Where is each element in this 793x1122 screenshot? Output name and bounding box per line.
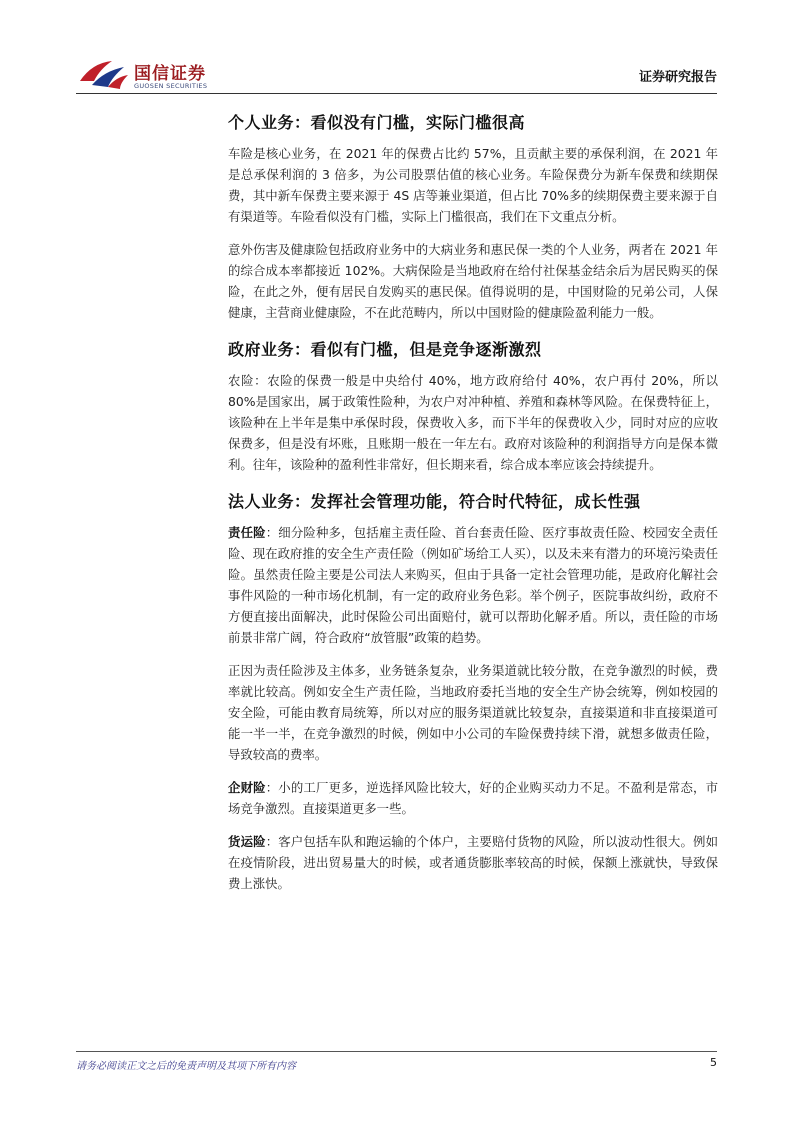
logo-english-name: GUOSEN SECURITIES bbox=[134, 82, 208, 90]
paragraph bbox=[228, 660, 718, 765]
report-type-label: 证券研究报告 bbox=[638, 70, 717, 85]
page-header bbox=[0, 0, 793, 100]
paragraph-text: 正因为责任险涉及主体多，业务链条复杂，业务渠道就比较分散，在竞争激烈的时候，费率就比较高。例如安全生产责任险，当地政府委托当地的安全生产协会统筹，例如校园的安全险，可能由教育局统筹，所以对应的服务渠道就比较复杂，直接渠道和非直接渠道可能一半一半，在竞争激烈的时候，例如中小公司的车险保费持续下滑，就想多做责任险，导致较高的费率。 bbox=[228, 663, 718, 762]
paragraph-text: 农险：农险的保费一般是中央给付 40%，地方政府给付 40%，农户再付 20%，所以 80%是国家出，属于政策性险种，为农户对冲种植、养殖和森林等风险。在保费特征上，该险种在上半年是集中承保时段，保费收入多，而下半年的保费收入少，同时对应的应收保费多，但是没有坏账，且账期一般在一年左右。政府对该险种的利润指导方向是保本微利。往年，该险种的盈利性非常好，但长期来看，综合成本率应该会持续提升。 bbox=[228, 373, 718, 472]
guosen-logo-icon bbox=[78, 57, 130, 91]
logo-chinese-name: 国信证券 bbox=[134, 64, 206, 84]
paragraph-lead: 企财险 bbox=[228, 780, 266, 795]
report-body bbox=[228, 112, 718, 906]
paragraph bbox=[228, 239, 718, 323]
paragraph-property-insurance bbox=[228, 777, 718, 819]
footer-disclaimer: 请务必阅读正文之后的免责声明及其项下所有内容 bbox=[76, 1061, 296, 1072]
section-corporate-business bbox=[228, 491, 718, 894]
paragraph-lead: 货运险 bbox=[228, 834, 266, 849]
section-personal-business bbox=[228, 112, 718, 323]
company-logo bbox=[78, 57, 218, 97]
paragraph-text: 车险是核心业务，在 2021 年的保费占比约 57%，且贡献主要的承保利润，在 2021 年是总承保利润的 3 倍多，为公司股票估值的核心业务。车险保费分为新车保费和续期保费，其中新车保费主要来源于 4S 店等兼业渠道，但占比 70%多的续期保费主要来源于自有渠道等。车险看似没有门槛，实际上门槛很高，我们在下文重点分析。 bbox=[228, 146, 718, 224]
paragraph-lead: 责任险 bbox=[228, 525, 266, 540]
section-heading: 个人业务：看似没有门槛，实际门槛很高 bbox=[228, 113, 526, 132]
paragraph bbox=[228, 370, 718, 475]
paragraph bbox=[228, 143, 718, 227]
paragraph-text: ：客户包括车队和跑运输的个体户，主要赔付货物的风险，所以波动性很大。例如在疫情阶段，进出贸易量大的时候，或者通货膨胀率较高的时候，保额上涨就快，导致保费上涨快。 bbox=[228, 834, 719, 891]
paragraph-cargo-insurance bbox=[228, 831, 718, 894]
section-heading: 政府业务：看似有门槛，但是竞争逐渐激烈 bbox=[228, 340, 542, 359]
footer-divider bbox=[76, 1051, 717, 1052]
section-government-business bbox=[228, 339, 718, 475]
paragraph-text: ：细分险种多，包括雇主责任险、首台套责任险、医疗事故责任险、校园安全责任险、现在政府推的安全生产责任险（例如矿场给工人买），以及未来有潜力的环境污染责任险。虽然责任险主要是公司法人来购买，但由于具备一定社会管理功能，是政府化解社会事件风险的一种市场化机制，有一定的政府业务色彩。举个例子，医院事故纠纷，政府不方便直接出面解决，此时保险公司出面赔付，就可以帮助化解矛盾。所以，责任险的市场前景非常广阔，符合政府“放管服”政策的趋势。 bbox=[228, 525, 719, 645]
header-divider bbox=[76, 93, 717, 94]
paragraph-text: ：小的工厂更多，逆选择风险比较大，好的企业购买动力不足。不盈利是常态，市场竞争激烈。直接渠道更多一些。 bbox=[228, 780, 719, 816]
paragraph-text: 意外伤害及健康险包括政府业务中的大病业务和惠民保一类的个人业务，两者在 2021 年的综合成本率都接近 102%。大病保险是当地政府在给付社保基金结余后为居民购买的保险，在此之外，便有居民自发购买的惠民保。值得说明的是，中国财险的兄弟公司，人保健康，主营商业健康险，不在此范畴内，所以中国财险的健康险盈利能力一般。 bbox=[228, 242, 718, 320]
paragraph-liability-insurance bbox=[228, 522, 718, 648]
section-heading: 法人业务：发挥社会管理功能，符合时代特征，成长性强 bbox=[228, 492, 641, 511]
page-number: 5 bbox=[710, 1056, 717, 1069]
